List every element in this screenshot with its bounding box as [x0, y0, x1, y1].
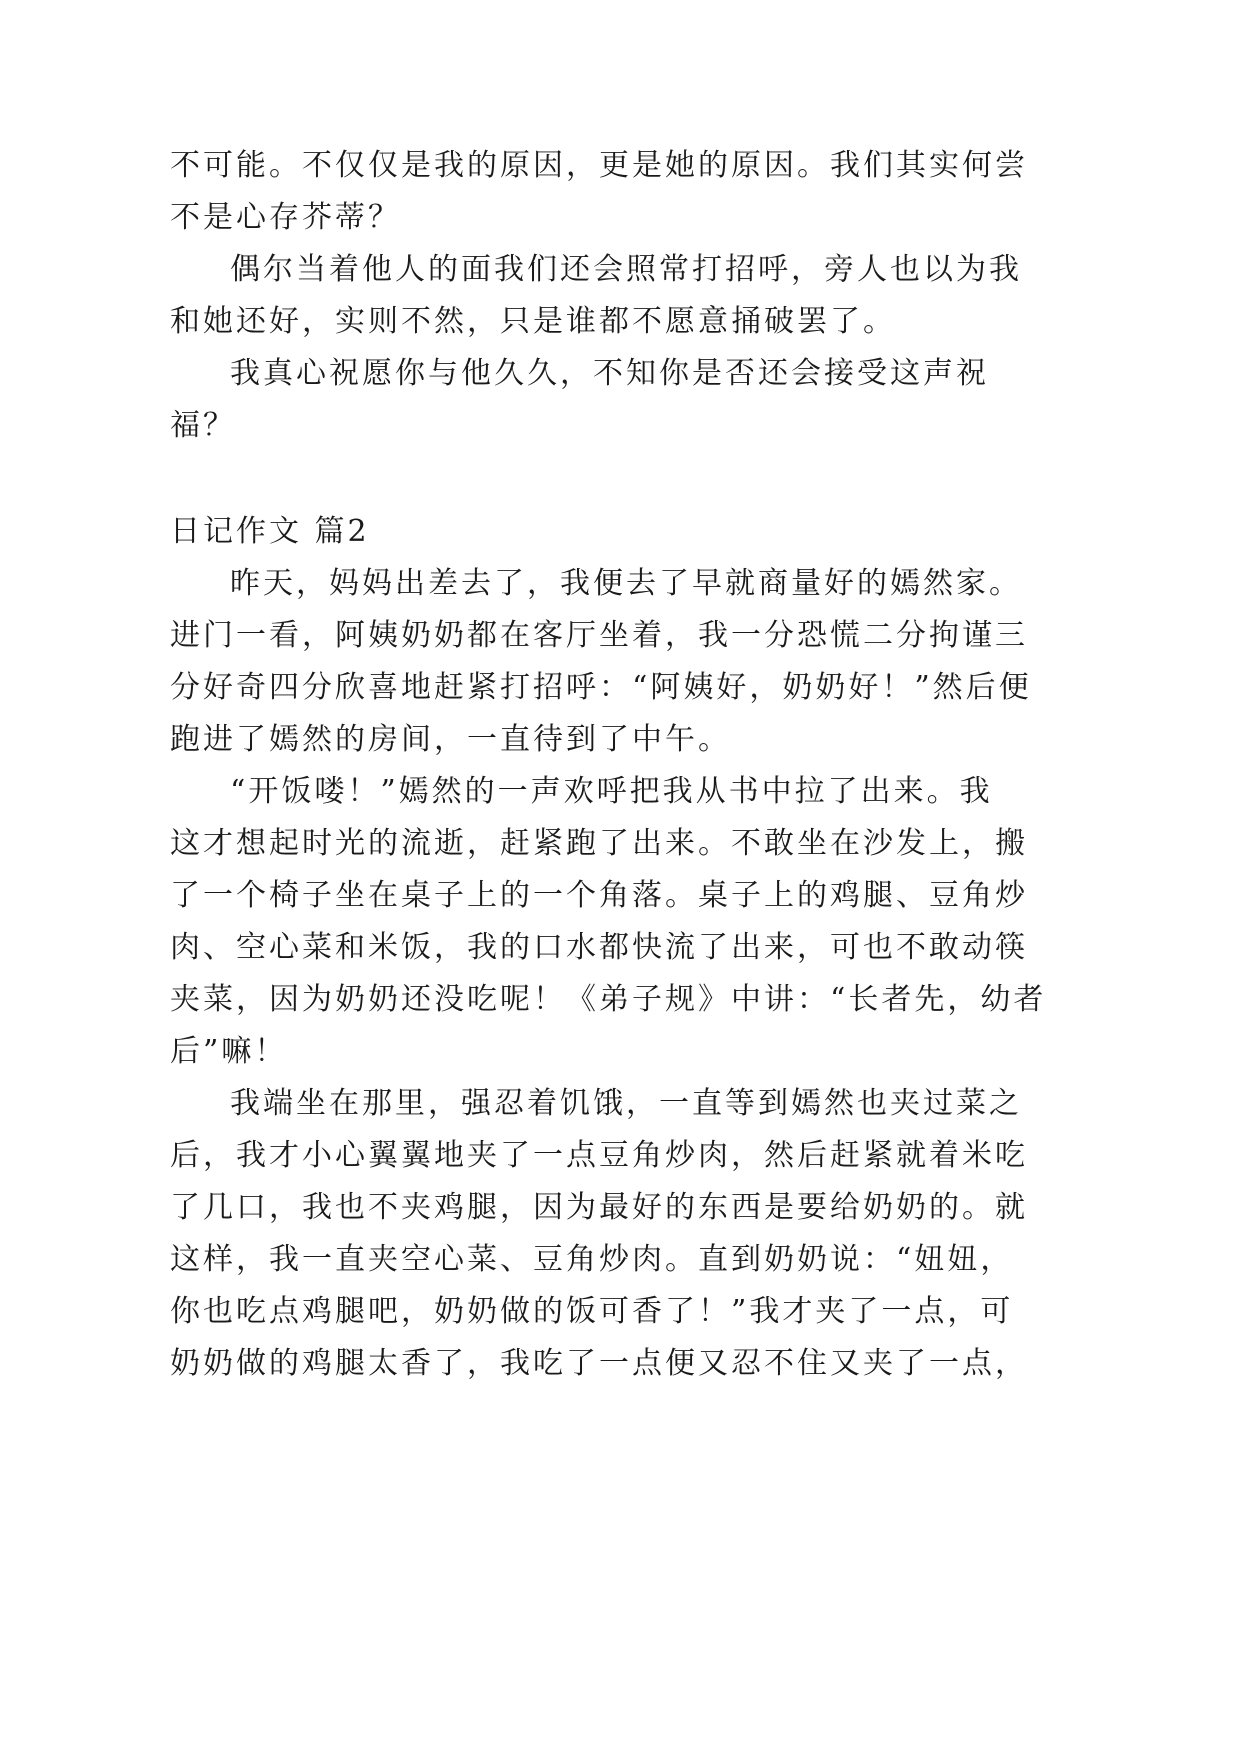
paragraph-start-line: 偶尔当着他人的面我们还会照常打招呼，旁人也以为我: [230, 252, 1022, 287]
text-line: 福？: [170, 408, 236, 443]
text-line: 分好奇四分欣喜地赶紧打招呼：“阿姨好，奶奶好！”然后便: [170, 670, 1032, 705]
text-line: 进门一看，阿姨奶奶都在客厅坐着，我一分恐慌二分拘谨三: [170, 618, 1028, 653]
paragraph-start-line: 昨天，妈妈出差去了，我便去了早就商量好的嫣然家。: [230, 566, 1022, 601]
text-line: 了一个椅子坐在桌子上的一个角落。桌子上的鸡腿、豆角炒: [170, 878, 1028, 913]
text-line: 这样，我一直夹空心菜、豆角炒肉。直到奶奶说：“妞妞，: [170, 1242, 1014, 1277]
paragraph-start-line: 我端坐在那里，强忍着饥饿，一直等到嫣然也夹过菜之: [230, 1086, 1022, 1121]
text-line: 这才想起时光的流逝，赶紧跑了出来。不敢坐在沙发上，搬: [170, 826, 1028, 861]
text-line: 了几口，我也不夹鸡腿，因为最好的东西是要给奶奶的。就: [170, 1190, 1028, 1225]
text-line: 和她还好，实则不然，只是谁都不愿意捅破罢了。: [170, 304, 896, 339]
text-line: 肉、空心菜和米饭，我的口水都快流了出来，可也不敢动筷: [170, 930, 1028, 965]
text-line: 后”嘛！: [170, 1034, 288, 1069]
text-line: 你也吃点鸡腿吧，奶奶做的饭可香了！”我才夹了一点，可: [170, 1294, 1014, 1329]
paragraph-start-line: 我真心祝愿你与他久久，不知你是否还会接受这声祝: [230, 356, 989, 391]
text-line: 后，我才小心翼翼地夹了一点豆角炒肉，然后赶紧就着米吃: [170, 1138, 1028, 1173]
text-line: 夹菜，因为奶奶还没吃呢！《弟子规》中讲：“长者先，幼者: [170, 982, 1047, 1017]
text-line: 不是心存芥蒂？: [170, 200, 401, 235]
section-heading: 日记作文 篇2: [170, 514, 370, 549]
paragraph-start-line: “开饭喽！”嫣然的一声欢呼把我从书中拉了出来。我: [230, 774, 993, 809]
text-line: 跑进了嫣然的房间，一直待到了中午。: [170, 722, 731, 757]
text-line: 不可能。不仅仅是我的原因，更是她的原因。我们其实何尝: [170, 148, 1028, 183]
text-line: 奶奶做的鸡腿太香了，我吃了一点便又忍不住又夹了一点，: [170, 1346, 1028, 1381]
